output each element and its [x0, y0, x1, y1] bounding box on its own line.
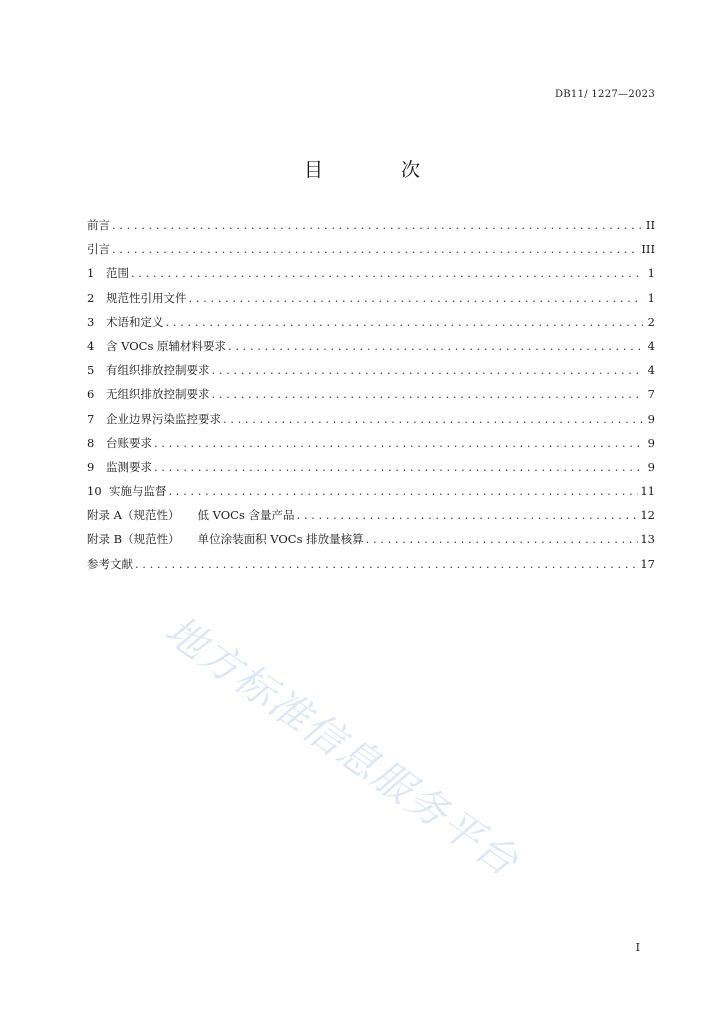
toc-entry-number: 4: [87, 338, 95, 353]
toc-entry-bibliography[interactable]: [87, 557, 655, 581]
watermark-text: 地方标准信息服务平台: [156, 607, 527, 886]
dot-leader: [154, 460, 643, 474]
dot-leader: [228, 339, 643, 353]
toc-entry-label: 无组织排放控制要求: [106, 387, 210, 402]
toc-entry-foreword[interactable]: [87, 218, 655, 242]
toc-entry-monitoring[interactable]: [87, 460, 655, 484]
dot-leader: [212, 387, 644, 401]
toc-entry-number: 10: [87, 484, 102, 499]
toc-entry-page: 9: [647, 459, 655, 474]
toc-entry-scope[interactable]: [87, 266, 655, 290]
toc-entry-fugitive-emission[interactable]: [87, 387, 655, 411]
table-of-contents: [87, 218, 655, 581]
toc-entry-page: 12: [640, 508, 655, 523]
toc-entry-label: 参考文献: [87, 556, 133, 571]
toc-entry-number: 1: [87, 266, 95, 281]
toc-entry-terms-definitions[interactable]: [87, 315, 655, 339]
toc-entry-label: 单位涂装面积 VOCs 排放量核算: [197, 532, 364, 547]
toc-entry-page: 1: [647, 290, 655, 305]
toc-entry-introduction[interactable]: [87, 242, 655, 266]
toc-entry-number: 2: [87, 290, 95, 305]
dot-leader: [223, 412, 643, 426]
dot-leader: [212, 363, 644, 377]
toc-entry-page: 7: [647, 387, 655, 402]
toc-entry-page: 11: [640, 484, 655, 499]
toc-entry-number: 7: [87, 411, 95, 426]
toc-entry-implementation[interactable]: [87, 484, 655, 508]
toc-entry-label: 监测要求: [106, 459, 152, 474]
toc-entry-label: 低 VOCs 含量产品: [197, 508, 295, 523]
toc-entry-label: 前言: [87, 218, 110, 232]
toc-entry-label: 企业边界污染监控要求: [106, 411, 221, 426]
dot-leader: [112, 242, 639, 256]
toc-entry-number: 附录 B（规范性）: [87, 532, 180, 547]
toc-entry-label: 引言: [87, 242, 110, 257]
toc-entry-page: 2: [647, 314, 655, 329]
dot-leader: [166, 315, 644, 329]
dot-leader: [189, 291, 644, 305]
toc-entry-label: 含 VOCs 原辅材料要求: [106, 338, 227, 353]
toc-entry-annex-a[interactable]: [87, 508, 655, 532]
dot-leader: [135, 557, 638, 571]
toc-entry-page: III: [641, 242, 655, 257]
toc-entry-page: 4: [647, 363, 655, 378]
toc-entry-page: 17: [640, 556, 655, 571]
toc-title: 目 次: [303, 159, 457, 181]
dot-leader: [131, 266, 643, 280]
toc-entry-label: 规范性引用文件: [106, 290, 187, 305]
toc-entry-normative-references[interactable]: [87, 291, 655, 315]
toc-entry-number: 6: [87, 387, 95, 402]
toc-entry-page: 13: [640, 532, 655, 547]
toc-entry-page: II: [645, 218, 655, 232]
toc-entry-page: 1: [647, 266, 655, 281]
toc-entry-number: 8: [87, 435, 95, 450]
toc-entry-label: 台账要求: [106, 435, 152, 450]
toc-entry-organized-emission[interactable]: [87, 363, 655, 387]
toc-entry-annex-b[interactable]: [87, 532, 655, 556]
toc-entry-page: 4: [647, 338, 655, 353]
toc-entry-number: 9: [87, 459, 95, 474]
toc-entry-number: 3: [87, 314, 95, 329]
toc-entry-ledger[interactable]: [87, 436, 655, 460]
dot-leader: [366, 532, 639, 546]
toc-entry-page: 9: [647, 435, 655, 450]
toc-entry-number: 附录 A（规范性）: [87, 508, 180, 523]
dot-leader: [154, 436, 643, 450]
dot-leader: [169, 484, 639, 498]
toc-entry-page: 9: [647, 411, 655, 426]
dot-leader: [297, 508, 639, 522]
dot-leader: [112, 218, 643, 232]
toc-entry-number: 5: [87, 363, 95, 378]
toc-entry-label: 范围: [106, 266, 129, 281]
page-number: I: [635, 941, 640, 954]
toc-entry-label: 术语和定义: [106, 314, 164, 329]
toc-entry-label: 实施与监督: [109, 484, 167, 499]
toc-entry-label: 有组织排放控制要求: [106, 363, 210, 378]
toc-entry-boundary-monitoring[interactable]: [87, 412, 655, 436]
standard-code: DB11/ 1227—2023: [554, 89, 655, 100]
toc-entry-raw-materials[interactable]: [87, 339, 655, 363]
